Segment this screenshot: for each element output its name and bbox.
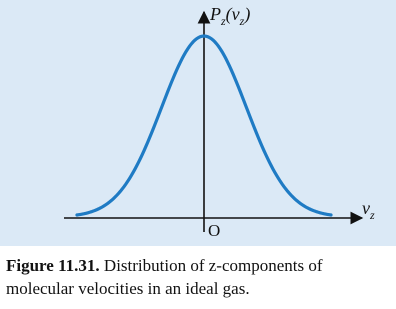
figure-caption	[6, 254, 392, 300]
caption-prefix: Figure 11.31.	[6, 256, 100, 275]
origin-label: O	[208, 221, 221, 240]
x-axis-label: $v_z$	[362, 198, 375, 222]
caption-text: Distribution of z-components of molecular velocities in an ideal gas.	[6, 256, 323, 298]
y-axis-label: $P_z(v_z)$	[210, 4, 251, 28]
